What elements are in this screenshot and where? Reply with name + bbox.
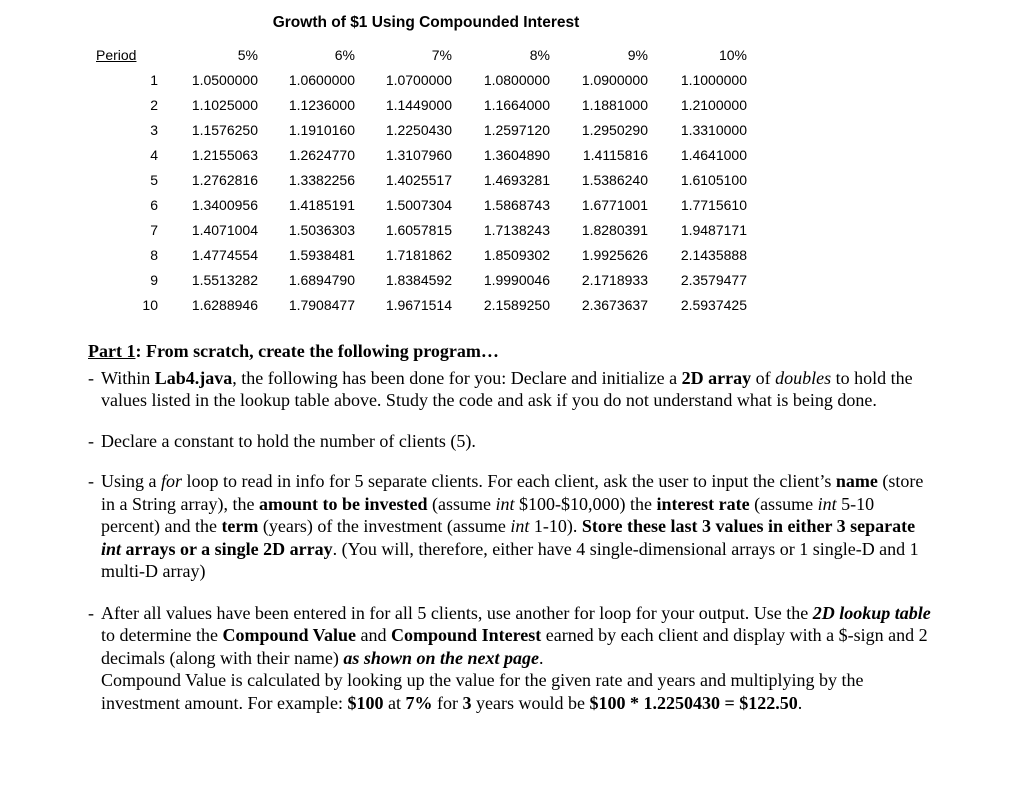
table-cell: 1.8384592: [385, 271, 452, 288]
table-cell: 1.2762816: [191, 171, 258, 188]
table-cell: 1.5386240: [581, 171, 648, 188]
table-cell: 1.6771001: [581, 196, 648, 213]
table-row: [96, 142, 747, 167]
table-cell: 1.5007304: [385, 196, 452, 213]
table-cell: 1.0500000: [191, 71, 258, 88]
table-cell: 1.1576250: [191, 121, 258, 138]
growth-table: [96, 42, 747, 317]
table-cell: 1.7908477: [288, 296, 355, 313]
period-header: Period: [96, 46, 137, 63]
table-cell: 1.2155063: [191, 146, 258, 163]
table-cell: 1.5938481: [288, 246, 355, 263]
table-cell: 1.3107960: [385, 146, 452, 163]
table-title: Growth of $1 Using Compounded Interest: [272, 14, 580, 31]
table-cell: 2.3673637: [581, 296, 648, 313]
table-cell: 1.4071004: [191, 221, 258, 238]
table-cell: 1.7181862: [385, 246, 452, 263]
table-cell: 2.5937425: [680, 296, 747, 313]
table-cell: 1.9671514: [385, 296, 452, 313]
table-row: [96, 292, 747, 317]
table-cell: 1.9990046: [483, 271, 550, 288]
table-cell: 1.5868743: [483, 196, 550, 213]
period-cell: 6: [150, 196, 158, 213]
period-cell: 7: [150, 221, 158, 238]
instructions: [88, 340, 934, 714]
table-row: [96, 67, 747, 92]
table-cell: 1.1910160: [288, 121, 355, 138]
table-cell: 1.5513282: [191, 271, 258, 288]
table-row: [96, 192, 747, 217]
rate-header: 9%: [627, 46, 648, 63]
table-cell: 2.1435888: [680, 246, 747, 263]
table-cell: 1.2624770: [288, 146, 355, 163]
period-cell: 1: [150, 71, 158, 88]
period-cell: 4: [150, 146, 158, 163]
part-heading: Part 1: From scratch, create the following program…: [88, 341, 499, 361]
table-cell: 1.9487171: [680, 221, 747, 238]
table-row: [96, 117, 747, 142]
table-cell: 1.2100000: [680, 96, 747, 113]
period-cell: 5: [150, 171, 158, 188]
table-cell: 1.4115816: [582, 146, 648, 163]
table-cell: 1.1000000: [680, 71, 747, 88]
table-cell: 1.6105100: [680, 171, 747, 188]
part-label: Part 1: [88, 341, 136, 361]
table-cell: 1.1236000: [288, 96, 355, 113]
instruction-bullet-2: - Declare a constant to hold the number of clients (5).: [88, 430, 476, 451]
table-cell: 1.2597120: [483, 121, 550, 138]
rate-header: 8%: [529, 46, 550, 63]
table-cell: 1.6288946: [191, 296, 258, 313]
table-cell: 1.2950290: [581, 121, 648, 138]
table-cell: 1.1664000: [483, 96, 550, 113]
compound-value-paragraph: Compound Value is calculated by looking up the value for the given rate and years and multiplying by the investment amount. For example: $100 at 7% for 3 years would be $100 * 1.2250430 = $122.50.: [101, 670, 864, 713]
table-cell: 1.5036303: [288, 221, 355, 238]
table-cell: 1.6894790: [288, 271, 355, 288]
table-cell: 1.0600000: [288, 71, 355, 88]
table-cell: 1.0800000: [483, 71, 550, 88]
table-cell: 1.3310000: [680, 121, 747, 138]
table-row: [96, 242, 747, 267]
table-row: [96, 267, 747, 292]
period-cell: 3: [150, 121, 158, 138]
table-cell: 1.2250430: [385, 121, 452, 138]
table-cell: 1.4641000: [680, 146, 747, 163]
table-cell: 1.6057815: [385, 221, 452, 238]
table-cell: 1.3382256: [288, 171, 355, 188]
table-cell: 1.4693281: [483, 171, 550, 188]
table-header-row: [96, 42, 747, 67]
table-cell: 1.3400956: [191, 196, 258, 213]
table-cell: 1.7715610: [680, 196, 747, 213]
table-row: [96, 92, 747, 117]
rate-header: 5%: [237, 46, 258, 63]
table-cell: 2.1589250: [483, 296, 550, 313]
table-cell: 1.9925626: [581, 246, 648, 263]
table-cell: 1.8509302: [483, 246, 550, 263]
table-cell: 1.1449000: [385, 96, 452, 113]
rate-header: 6%: [334, 46, 355, 63]
table-cell: 1.1881000: [581, 96, 648, 113]
table-cell: 1.0900000: [581, 71, 648, 88]
period-cell: 2: [150, 96, 158, 113]
instruction-bullet-4: - After all values have been entered in for all 5 clients, use another for loop for your output. Use the 2D lookup table to determine the Compound Value and Compound Interest earned by each client and display with a $-sign and 2 decimals (along with their name) as shown on the next page.: [88, 602, 931, 668]
table-cell: 1.7138243: [483, 221, 550, 238]
rate-header: 10%: [718, 46, 747, 63]
table-cell: 2.1718933: [581, 271, 648, 288]
table-row: [96, 167, 747, 192]
table-cell: 1.4025517: [385, 171, 452, 188]
instruction-bullet-3: - Using a for loop to read in info for 5 separate clients. For each client, ask the user to input the client’s name (store in a String array), the amount to be invested (assume int $100-$10,000) the interest rate (assume int 5-10 percent) and the term (years) of the investment (assume int 1-10). Store these last 3 values in either 3 separate int arrays or a single 2D array. (You will, therefore, either have 4 single-dimensional arrays or 1 single-D and 1 multi-D array): [88, 471, 924, 581]
table-cell: 1.4774554: [191, 246, 258, 263]
table-cell: 1.3604890: [483, 146, 550, 163]
period-cell: 9: [150, 271, 158, 288]
table-cell: 2.3579477: [680, 271, 747, 288]
rate-header: 7%: [431, 46, 452, 63]
instruction-bullet-1: - Within Lab4.java, the following has been done for you: Declare and initialize a 2D array of doubles to hold the values listed in the lookup table above. Study the code and ask if you do not understand what is being done.: [88, 367, 913, 410]
period-cell: 8: [150, 246, 158, 263]
table-cell: 1.1025000: [191, 96, 258, 113]
table-cell: 1.8280391: [581, 221, 648, 238]
table-cell: 1.0700000: [385, 71, 452, 88]
period-cell: 10: [142, 296, 158, 313]
table-cell: 1.4185191: [288, 196, 355, 213]
table-row: [96, 217, 747, 242]
